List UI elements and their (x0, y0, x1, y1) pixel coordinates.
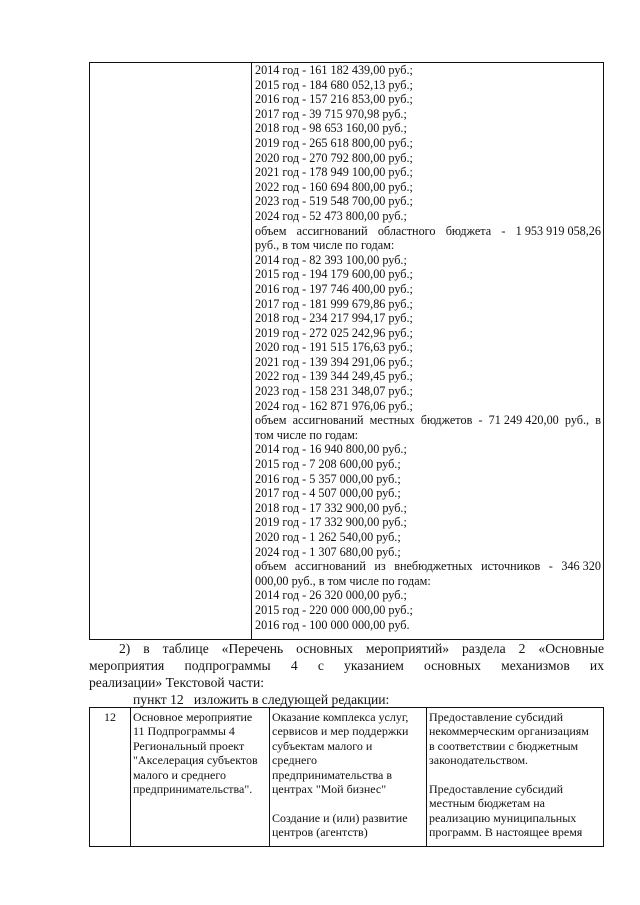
column-divider (130, 708, 131, 846)
word: 1 953 919 058,26 (515, 223, 601, 238)
year-funding-line: 2018 год - 98 653 160,00 руб.; (255, 121, 407, 136)
year-funding-line: 2024 год - 52 473 800,00 руб.; (255, 208, 407, 223)
year-funding-line: 2016 год - 5 357 000,00 руб.; (255, 471, 401, 486)
year-funding-line: 2020 год - 191 515 176,63 руб.; (255, 340, 413, 355)
word: бюджета (445, 223, 492, 238)
spacer (429, 768, 602, 782)
year-funding-line: 2014 год - 16 940 800,00 руб.; (255, 442, 407, 457)
year-funding-line: 2020 год - 1 262 540,00 руб.; (255, 530, 401, 544)
cell-text-line: сервисов и мер поддержки (272, 724, 409, 739)
year-funding-line: 2020 год - 270 792 800,00 руб.; (255, 150, 413, 165)
implementation-mechanism-cell (429, 710, 602, 840)
word: внебюджетных (394, 559, 473, 574)
year-funding-line: 2015 год - 184 680 052,13 руб.; (255, 77, 413, 92)
cell-text-line: центрах "Мой бизнес" (272, 782, 387, 797)
year-funding-line: 2018 год - 234 217 994,17 руб.; (255, 311, 413, 326)
year-funding-line: 2017 год - 181 999 679,86 руб.; (255, 296, 413, 311)
word: объем (255, 223, 287, 238)
amendment-paragraph-2-line-2 (89, 657, 604, 674)
word: руб., (564, 413, 590, 428)
cell-text-line: Предоставление субсидий (429, 782, 564, 797)
oblast-budget-intro (255, 224, 601, 239)
cell-text-line: Оказание комплекса услуг, (272, 710, 409, 724)
cell-text-line: субъектам малого и (272, 738, 373, 753)
word: 71 249 420,00 (488, 413, 559, 428)
spacer (272, 796, 424, 810)
word: в (595, 413, 601, 428)
year-funding-line: 2014 год - 26 320 000,00 руб.; (255, 588, 407, 603)
word: из (374, 559, 386, 574)
local-budget-intro (255, 413, 601, 428)
word: объем (255, 413, 287, 428)
measure-name-cell (133, 710, 268, 796)
word: механизмов (501, 658, 570, 673)
year-funding-line: 2023 год - 158 231 348,07 руб.; (255, 384, 413, 399)
cell-text-line: 11 Подпрограммы 4 (133, 724, 235, 739)
amendment-paragraph-3: пункт 12 изложить в следующей редакции: (133, 692, 390, 707)
cell-text-line: Создание и (или) развитие (272, 810, 408, 825)
year-funding-line: 2017 год - 4 507 000,00 руб.; (255, 486, 401, 501)
cell-text-line: "Акселерация субъектов (133, 753, 258, 768)
year-funding-line: 2021 год - 178 949 100,00 руб.; (255, 165, 413, 180)
local-budget-intro-cont: том числе по годам: (255, 427, 359, 442)
year-funding-line: 2017 год - 39 715 970,98 руб.; (255, 106, 407, 121)
year-funding-line: 2018 год - 17 332 900,00 руб.; (255, 500, 407, 515)
extrabudgetary-intro (255, 559, 601, 574)
measure-content-cell (272, 710, 424, 840)
cell-text-line: законодательством. (429, 753, 529, 768)
year-funding-line: 2021 год - 139 394 291,06 руб.; (255, 354, 413, 369)
year-funding-line: 2022 год - 139 344 249,45 руб.; (255, 369, 413, 384)
cell-text-line: Основное мероприятие (133, 710, 253, 724)
cell-text-line: некоммерческим организациям (429, 724, 589, 739)
word: ассигнований (292, 413, 364, 428)
cell-text-line: предпринимательства". (133, 782, 253, 797)
word: подпрограммы (184, 658, 271, 673)
word: местных (369, 413, 415, 428)
word: - (478, 413, 483, 428)
year-funding-line: 2024 год - 162 871 976,06 руб.; (255, 398, 413, 413)
year-funding-line: 2015 год - 220 000 000,00 руб.; (255, 602, 413, 617)
word: источников (481, 559, 541, 574)
column-divider (269, 708, 270, 846)
amendment-paragraph-2-line-1: 2) в таблице «Перечень основных мероприятий» раздела 2 «Основные (119, 641, 604, 656)
word: их (589, 658, 604, 673)
cell-text-line: Предоставление субсидий (429, 710, 564, 724)
funding-table (89, 62, 604, 640)
word: мероприятия (89, 658, 165, 673)
cell-text-line: предпринимательства в (272, 767, 393, 782)
word: областного (377, 223, 436, 238)
word: ассигнований (296, 223, 368, 238)
row-number: 12 (104, 710, 116, 724)
year-funding-line: 2019 год - 272 025 242,96 руб.; (255, 325, 413, 340)
cell-text-line: реализацию муниципальных (429, 810, 577, 825)
word: основных (424, 658, 481, 673)
word: - (548, 559, 553, 574)
table-column-divider (251, 63, 252, 639)
cell-text-line: в соответствии с бюджетным (429, 738, 579, 753)
measures-table (89, 707, 604, 847)
cell-text-line: местным бюджетам на (429, 796, 545, 811)
oblast-budget-intro-cont: руб., в том числе по годам: (255, 238, 395, 253)
year-funding-line: 2015 год - 194 179 600,00 руб.; (255, 267, 413, 282)
year-funding-line: 2022 год - 160 694 800,00 руб.; (255, 179, 413, 194)
word: ассигнований (294, 559, 366, 574)
word: - (501, 223, 506, 238)
word: с (317, 658, 324, 673)
cell-text-line: малого и среднего (133, 767, 226, 782)
year-funding-line: 2016 год - 157 216 853,00 руб.; (255, 92, 413, 107)
funding-text (255, 63, 601, 632)
cell-text-line: среднего (272, 753, 317, 768)
amendment-paragraph-2-line-3: реализации» Текстовой части: (89, 675, 264, 690)
column-divider (426, 708, 427, 846)
word: бюджетов (420, 413, 473, 428)
year-funding-line: 2015 год - 7 208 600,00 руб.; (255, 457, 401, 472)
year-funding-line: 2019 год - 17 332 900,00 руб.; (255, 515, 407, 530)
cell-text-line: центров (агентств) (272, 825, 368, 840)
year-funding-line: 2019 год - 265 618 800,00 руб.; (255, 135, 413, 150)
cell-text-line: программ. В настоящее время (429, 825, 583, 840)
year-funding-line: 2023 год - 519 548 700,00 руб.; (255, 194, 413, 209)
word: 346 320 (561, 559, 601, 574)
word: 4 (290, 658, 298, 673)
year-funding-line: 2024 год - 1 307 680,00 руб.; (255, 544, 401, 559)
extrabudgetary-intro-cont: 000,00 руб., в том числе по годам: (255, 573, 431, 588)
year-funding-line: 2014 год - 161 182 439,00 руб.; (255, 63, 413, 77)
cell-text-line: Региональный проект (133, 738, 245, 753)
word: указанием (344, 658, 404, 673)
year-funding-line: 2014 год - 82 393 100,00 руб.; (255, 252, 407, 267)
year-funding-line: 2016 год - 100 000 000,00 руб. (255, 617, 410, 632)
year-funding-line: 2016 год - 197 746 400,00 руб.; (255, 281, 413, 296)
word: объем (255, 559, 287, 574)
